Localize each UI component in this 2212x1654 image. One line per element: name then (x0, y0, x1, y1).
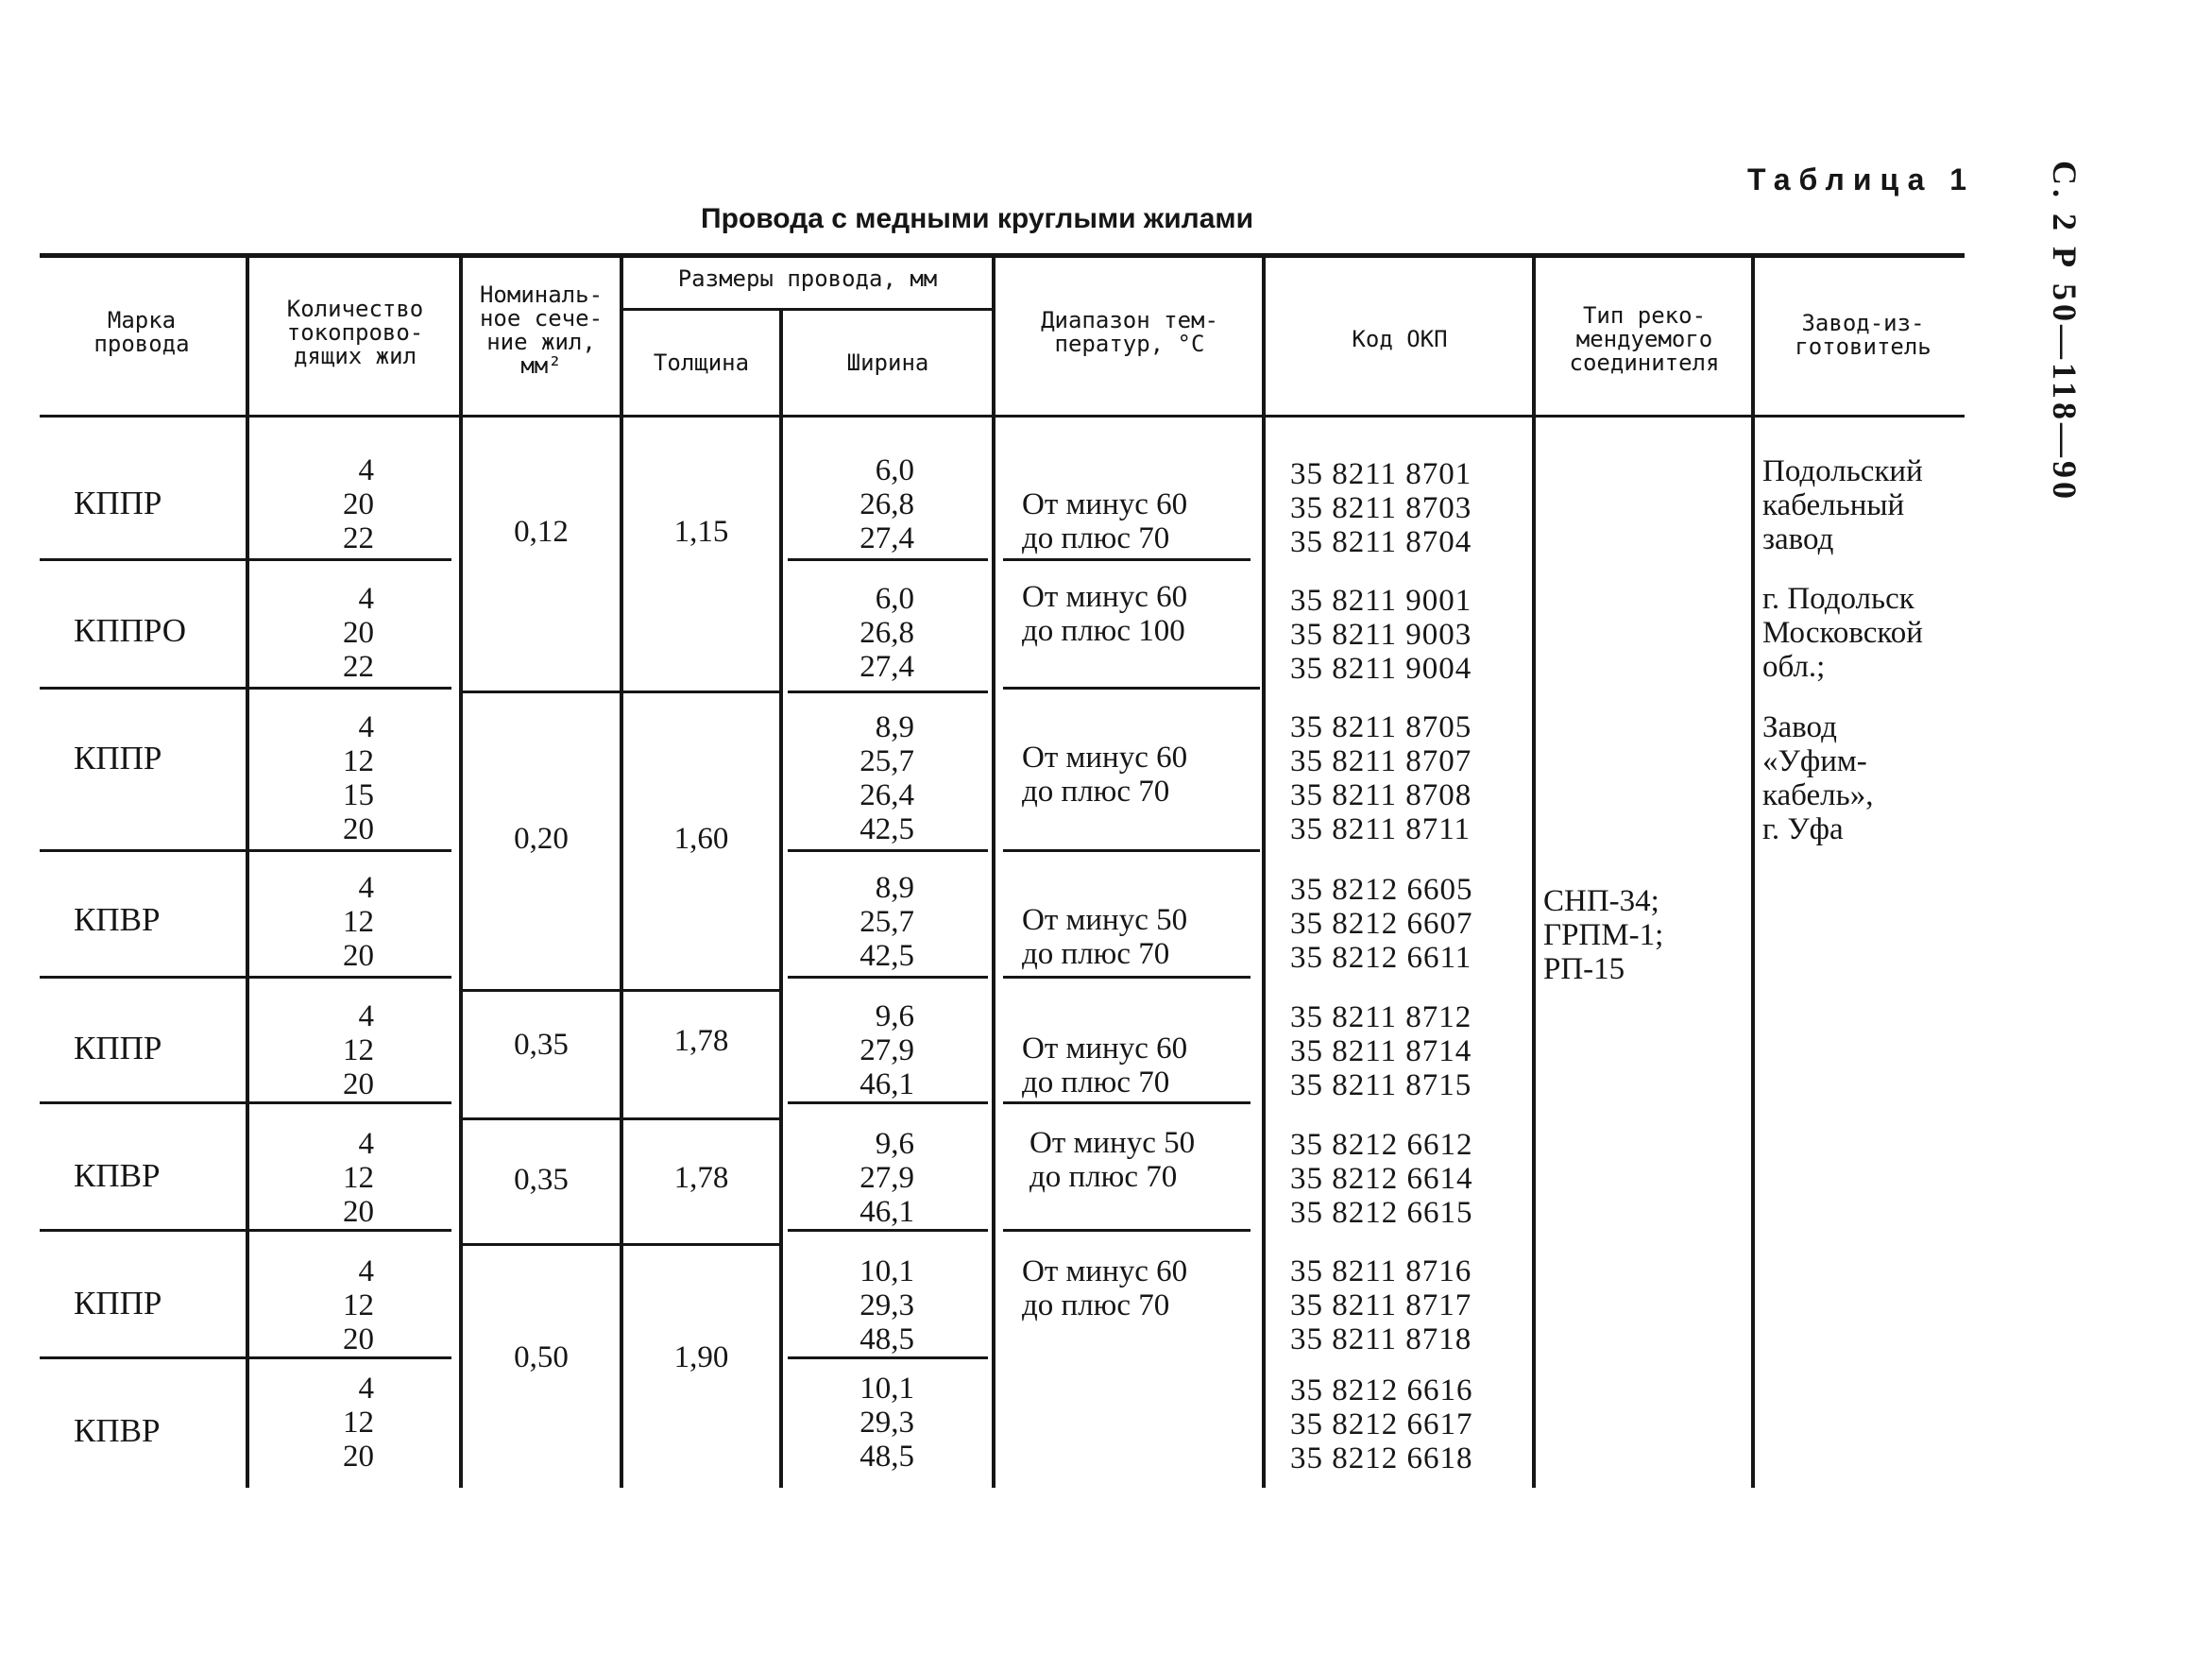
row-widths: 6,0 26,8 27,4 (859, 582, 914, 684)
row-mark: КППРО (74, 612, 187, 649)
connector-type: СНП-34; ГРПМ-1; РП-15 (1543, 884, 1664, 986)
row-mark: КППР (74, 740, 162, 776)
header-underline (1755, 415, 1965, 418)
col-divider (1751, 258, 1755, 1488)
table-number: Таблица 1 (1747, 162, 1976, 196)
col-divider (459, 258, 463, 1488)
temp-rule (1003, 558, 1251, 561)
section-value: 0,50 (514, 1340, 569, 1374)
row-widths: 8,9 25,7 26,4 42,5 (859, 710, 914, 846)
row-okp-codes: 35 8211 9001 35 8211 9003 35 8211 9004 (1290, 584, 1472, 686)
row-mark: КПВР (74, 901, 161, 938)
row-rule (40, 1229, 451, 1232)
temp-range: От минус 50 до плюс 70 (1022, 903, 1188, 971)
row-counts: 4 12 15 20 (343, 710, 374, 846)
col-divider (992, 258, 995, 1488)
row-rule (40, 849, 451, 852)
dims-subheader-rule (623, 308, 992, 311)
group-rule (463, 1117, 780, 1120)
page-side-label: С. 2 Р 50—118—90 (2046, 161, 2084, 503)
maker-name: Завод «Уфим- кабель», г. Уфа (1762, 710, 1874, 846)
maker-city: г. Подольск Московской обл.; (1762, 582, 1923, 684)
row-widths: 10,1 29,3 48,5 (859, 1254, 914, 1356)
row-mark: КППР (74, 1285, 162, 1321)
section-value: 0,35 (514, 1163, 569, 1197)
col-divider (1262, 258, 1266, 1488)
row-rule (40, 558, 451, 561)
col-divider (1532, 258, 1536, 1488)
row-okp-codes: 35 8211 8705 35 8211 8707 35 8211 8708 35 8211 8711 (1290, 710, 1472, 846)
header-dims: Размеры провода, мм (677, 265, 938, 292)
section-value: 0,20 (514, 822, 569, 856)
group-rule (463, 691, 780, 693)
row-okp-codes: 35 8212 6616 35 8212 6617 35 8212 6618 (1290, 1373, 1473, 1475)
row-mark: КППР (74, 485, 162, 521)
width-rule (788, 976, 988, 979)
temp-range: От минус 60 до плюс 70 (1022, 1032, 1188, 1100)
temp-range: От минус 60 до плюс 100 (1022, 580, 1188, 648)
row-mark: КПВР (74, 1412, 161, 1449)
col-divider (779, 311, 783, 1488)
thickness-value: 1,90 (673, 1340, 729, 1374)
header-mark: Марка провода (94, 307, 190, 357)
temp-range: От минус 60 до плюс 70 (1022, 741, 1188, 809)
header-count: Количество токопрово- дящих жил (286, 296, 424, 369)
thickness-value: 1,60 (673, 822, 729, 856)
row-counts: 4 20 22 (343, 582, 374, 684)
row-mark: КППР (74, 1030, 162, 1066)
row-okp-codes: 35 8212 6612 35 8212 6614 35 8212 6615 (1290, 1128, 1473, 1230)
header-okp: Код ОКП (1352, 326, 1448, 352)
row-okp-codes: 35 8211 8716 35 8211 8717 35 8211 8718 (1290, 1254, 1472, 1356)
row-widths: 6,0 26,8 27,4 (859, 453, 914, 555)
temp-rule (1003, 1229, 1251, 1232)
row-okp-codes: 35 8211 8712 35 8211 8714 35 8211 8715 (1290, 1000, 1472, 1102)
header-bottom-rule (40, 415, 1965, 418)
temp-range: От минус 60 до плюс 70 (1022, 487, 1188, 555)
row-counts: 4 12 20 (343, 1127, 374, 1229)
thickness-value: 1,78 (673, 1024, 729, 1058)
temp-rule (1003, 687, 1260, 690)
group-rule (463, 989, 780, 992)
temp-rule (1003, 849, 1260, 852)
thickness-value: 1,15 (673, 515, 729, 549)
header-maker: Завод-из- готовитель (1795, 310, 1931, 360)
row-rule (40, 1356, 451, 1359)
header-connector: Тип реко- мендуемого соединителя (1569, 302, 1720, 376)
row-counts: 4 12 20 (343, 871, 374, 973)
header-width: Ширина (846, 350, 929, 376)
temp-range: От минус 50 до плюс 70 (1029, 1126, 1196, 1194)
col-divider (620, 258, 623, 1488)
width-rule (788, 558, 988, 561)
col-divider (246, 258, 249, 1488)
table-top-rule (40, 253, 1965, 258)
row-rule (40, 1101, 451, 1104)
header-temp: Диапазон тем- ператур, °С (1041, 307, 1218, 357)
width-rule (788, 849, 988, 852)
width-rule (788, 1229, 988, 1232)
width-rule (788, 1356, 988, 1359)
header-section: Номиналь- ное сече- ние жил, мм² (479, 281, 604, 379)
row-widths: 9,6 27,9 46,1 (859, 999, 914, 1101)
row-widths: 9,6 27,9 46,1 (859, 1127, 914, 1229)
temp-rule (1003, 1101, 1251, 1104)
temp-range: От минус 60 до плюс 70 (1022, 1254, 1188, 1322)
row-widths: 8,9 25,7 42,5 (859, 871, 914, 973)
row-widths: 10,1 29,3 48,5 (859, 1372, 914, 1474)
row-counts: 4 20 22 (343, 453, 374, 555)
table-title: Провода с медными круглыми жилами (701, 203, 1254, 234)
row-okp-codes: 35 8211 8701 35 8211 8703 35 8211 8704 (1290, 457, 1472, 559)
row-okp-codes: 35 8212 6605 35 8212 6607 35 8212 6611 (1290, 873, 1473, 975)
row-mark: КПВР (74, 1157, 161, 1194)
row-counts: 4 12 20 (343, 1254, 374, 1356)
width-rule (788, 1101, 988, 1104)
temp-rule (1003, 976, 1251, 979)
row-rule (40, 976, 451, 979)
row-rule (40, 687, 451, 690)
maker-name: Подольский кабельный завод (1762, 454, 1923, 556)
header-thickness: Толщина (653, 350, 750, 376)
section-value: 0,35 (514, 1028, 569, 1062)
row-counts: 4 12 20 (343, 999, 374, 1101)
group-rule (463, 1243, 780, 1246)
section-value: 0,12 (514, 515, 569, 549)
width-rule (788, 691, 988, 693)
thickness-value: 1,78 (673, 1161, 729, 1195)
row-counts: 4 12 20 (343, 1372, 374, 1474)
